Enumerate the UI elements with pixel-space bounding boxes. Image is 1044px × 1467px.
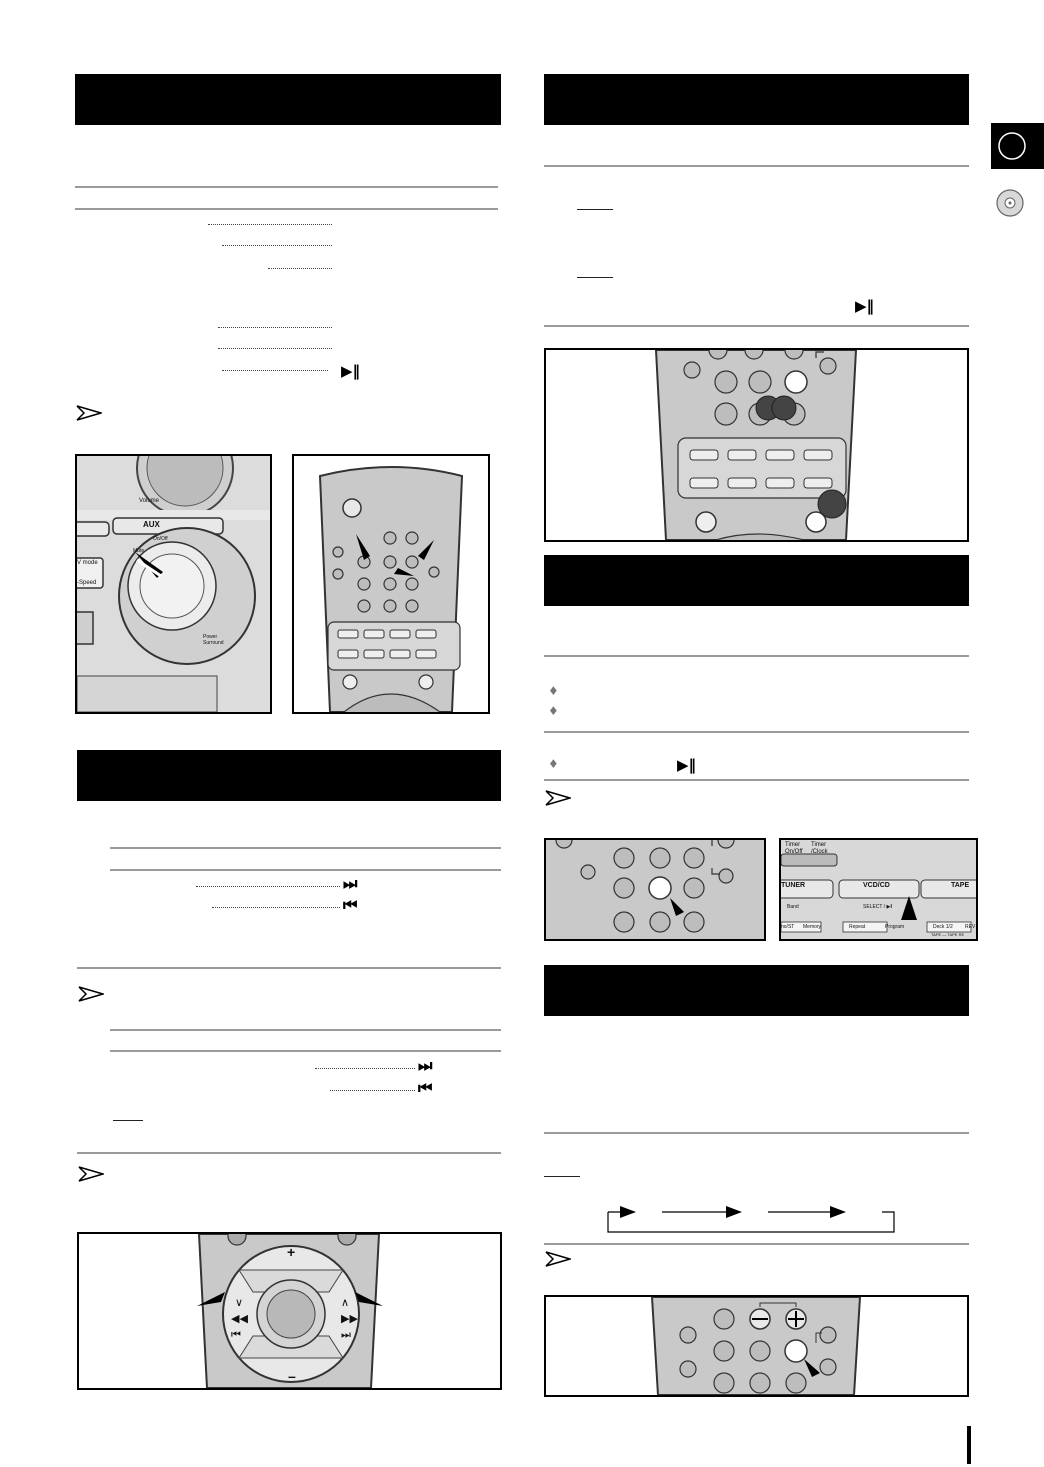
section-rule (544, 731, 969, 733)
leader-dots (212, 907, 340, 908)
play-pause-icon: ▶‖ (677, 756, 697, 774)
next-track-icon: ⏭ (418, 1056, 433, 1075)
play-pause-icon: ▶‖ (855, 297, 875, 315)
timer-onoff-label: Timer On/Off (785, 842, 803, 855)
prev-track-icon: ⏮ (343, 895, 358, 914)
prev-track-icon: ⏮ (418, 1078, 433, 1097)
section-rule (544, 1243, 969, 1245)
section-rule (77, 967, 501, 969)
section-rule (77, 1152, 501, 1154)
bullet-icon: ♦ (548, 757, 559, 771)
table-top-rule (110, 1029, 501, 1031)
plus-label: + (287, 1244, 296, 1260)
leader-dots (208, 224, 332, 225)
tuner-panel-illustration (779, 838, 978, 941)
note-arrow-icon (78, 1166, 104, 1182)
leader-dots (268, 268, 332, 269)
front-panel-illustration (75, 454, 272, 714)
select-label: SELECT / ▶‖ (863, 904, 893, 910)
vcdcd-label: VCD/CD (863, 882, 890, 889)
underline-mark (544, 1176, 580, 1177)
speed-label: -Speed (77, 580, 97, 586)
program-label: Program (885, 924, 905, 930)
rev-label: REV (965, 924, 976, 930)
remote-illustration (292, 454, 490, 714)
leader-dots (218, 348, 332, 349)
table-top-rule (110, 847, 501, 849)
table-header-rule (110, 1050, 501, 1052)
prev-track-icon: ⏮ (231, 1328, 241, 1341)
tape-tape-label: TAPE — TAPE RE (931, 932, 965, 937)
section-rule (544, 165, 969, 167)
section-header-bar (544, 965, 969, 1016)
section-rule (544, 1132, 969, 1134)
next-track-icon: ⏭ (341, 1328, 351, 1341)
cycle-flow-diagram (606, 1200, 898, 1236)
mono-st-label: no/ST (781, 924, 795, 930)
bullet-icon: ♦ (548, 704, 559, 718)
section-header-bar (77, 750, 501, 801)
band-label: Band (787, 904, 799, 910)
fast-forward-icon: ▶▶ (341, 1312, 358, 1325)
repeat-label: Repeat (849, 924, 866, 930)
leader-dots (315, 1068, 415, 1069)
section-rule (544, 655, 969, 657)
leader-dots (222, 370, 328, 371)
aux-label: AUX (143, 520, 160, 529)
remote-nav-illustration (77, 1232, 502, 1390)
underline-mark (577, 209, 613, 210)
leader-dots (196, 886, 340, 887)
section-header-bar (75, 74, 501, 125)
keypad-illustration (544, 838, 766, 941)
note-arrow-icon (545, 1251, 571, 1267)
section-rule (544, 325, 969, 327)
section-rule (544, 779, 969, 781)
note-arrow-icon (78, 986, 104, 1002)
note-arrow-icon (76, 405, 102, 421)
mode-label: V mode (77, 560, 98, 566)
onoff-label: On/Off (153, 536, 168, 542)
memory-label: Memory (803, 924, 822, 930)
tape-label: TAPE (951, 882, 970, 889)
bullet-icon: ♦ (548, 684, 559, 698)
page-number-bar (967, 1426, 971, 1464)
remote-illustration (544, 348, 969, 542)
timer-clock-label: Timer /Clock (811, 842, 828, 855)
volume-label: Volume (139, 498, 160, 504)
underline-mark (577, 277, 613, 278)
section-header-bar (544, 74, 969, 125)
section-header-bar (544, 555, 969, 606)
table-top-rule (75, 186, 498, 188)
remote-illustration (544, 1295, 969, 1397)
next-track-icon: ⏭ (343, 874, 358, 893)
table-header-rule (110, 869, 501, 871)
chevron-down-icon: ∨ (235, 1297, 244, 1309)
leader-dots (330, 1090, 415, 1091)
language-tab (991, 123, 1044, 169)
disc-icon (995, 188, 1025, 218)
underline-mark (113, 1120, 143, 1121)
leader-dots (222, 245, 332, 246)
table-header-rule (75, 208, 498, 210)
play-pause-icon: ▶‖ (341, 362, 361, 380)
tuner-label: TUNER (781, 882, 806, 889)
rewind-icon: ◀◀ (231, 1312, 248, 1325)
leader-dots (218, 327, 332, 328)
power-surround-label: Power Surround (203, 634, 224, 646)
deck-label: Deck 1/2 (933, 924, 953, 930)
note-arrow-icon (545, 790, 571, 806)
chevron-up-icon: ∧ (341, 1297, 350, 1309)
mute-label: Mute (133, 548, 145, 554)
minus-label: – (288, 1368, 296, 1384)
